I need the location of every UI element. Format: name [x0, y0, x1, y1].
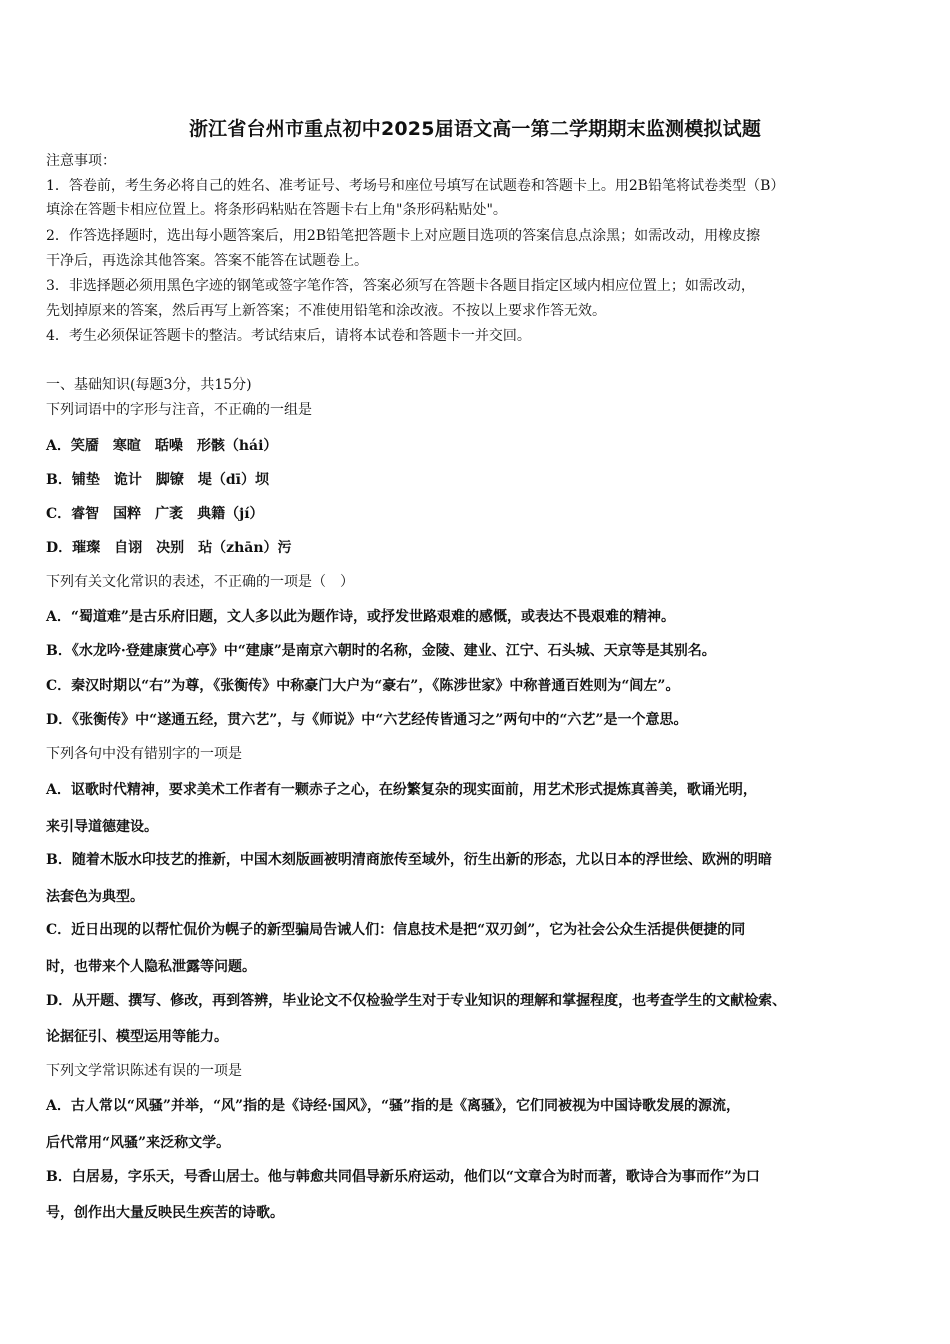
option-d: D．《张衡传》中“遂通五经，贯六艺”，与《师说》中“六艺经传皆通习之”两句中的“六艺”是一个意思。	[46, 712, 688, 728]
option-b: B．《水龙吟·登建康赏心亭》中“建康”是南京六朝时的名称，金陵、建业、江宁、石头城、天京等是其别名。	[46, 643, 716, 659]
option-a-continued: 来引导道德建设。	[46, 819, 158, 835]
option-c: C．睿智 国粹 广袤 典籍（jí）	[46, 506, 264, 522]
option-a-continued: 后代常用“风骚”来泛称文学。	[46, 1135, 231, 1151]
option-d: D．从开题、撰写、修改，再到答辨，毕业论文不仅检验学生对于专业知识的理解和掌握程度，也考查学生的文献检索、	[46, 993, 787, 1009]
option-a: A．笑靥 寒暄 聒噪 形骸（hái）	[46, 438, 278, 454]
question-stem: 下列文学常识陈述有误的一项是	[46, 1063, 242, 1079]
notice-line: 1．答卷前，考生务必将自己的姓名、准考证号、考场号和座位号填写在试题卷和答题卡上。用2B铅笔将试卷类型（B）	[46, 178, 785, 194]
option-c: C．近日出现的以帮忙侃价为幌子的新型骗局告诫人们：信息技术是把“双刃剑”，它为社会公众生活提供便捷的同	[46, 922, 746, 938]
notice-line: 4．考生必须保证答题卡的整洁。考试结束后，请将本试卷和答题卡一并交回。	[46, 328, 531, 344]
option-a: A．古人常以“风骚”并举，“风”指的是《诗经·国风》，“骚”指的是《离骚》，它们同被视为中国诗歌发展的源流，	[46, 1098, 741, 1114]
option-c-continued: 时，也带来个人隐私泄露等问题。	[46, 959, 256, 975]
option-b-continued: 号，创作出大量反映民生疾苦的诗歌。	[46, 1205, 284, 1221]
option-b-continued: 法套色为典型。	[46, 889, 144, 905]
notice-line: 先划掉原来的答案，然后再写上新答案；不准使用铅笔和涂改液。不按以上要求作答无效。	[46, 303, 606, 319]
section-heading: 一、基础知识(每题3分，共15分)	[46, 377, 252, 393]
option-b: B．铺垫 诡计 脚镣 堤（dī）坝	[46, 472, 269, 488]
question-stem: 下列各句中没有错别字的一项是	[46, 746, 242, 762]
option-d: D．璀璨 自诩 决别 玷（zhān）污	[46, 540, 292, 556]
option-a: A．讴歌时代精神，要求美术工作者有一颗赤子之心，在纷繁复杂的现实面前，用艺术形式提炼真善美，歌诵光明，	[46, 782, 757, 798]
notice-heading: 注意事项：	[46, 153, 116, 169]
option-b: B．白居易，字乐天，号香山居士。他与韩愈共同倡导新乐府运动，他们以“文章合为时而著，歌诗合为事而作”为口	[46, 1169, 760, 1185]
question-stem: 下列有关文化常识的表述，不正确的一项是（ ）	[46, 574, 354, 590]
notice-line: 3．非选择题必须用黑色字迹的钢笔或签字笔作答，答案必须写在答题卡各题目指定区域内相应位置上；如需改动，	[46, 278, 755, 294]
page-title: 浙江省台州市重点初中2025届语文高一第二学期期末监测模拟试题	[188, 118, 762, 140]
option-c: C．秦汉时期以“右”为尊，《张衡传》中称豪门大户为“豪右”，《陈涉世家》中称普通百姓则为“闾左”。	[46, 678, 680, 694]
notice-line: 填涂在答题卡相应位置上。将条形码粘贴在答题卡右上角"条形码粘贴处"。	[46, 202, 507, 218]
notice-line: 2．作答选择题时，选出每小题答案后，用2B铅笔把答题卡上对应题目选项的答案信息点涂黑；如需改动，用橡皮擦	[46, 228, 761, 244]
option-a: A．“蜀道难”是古乐府旧题，文人多以此为题作诗，或抒发世路艰难的感慨，或表达不畏艰难的精神。	[46, 609, 675, 625]
option-d-continued: 论据征引、模型运用等能力。	[46, 1029, 228, 1045]
option-b: B．随着木版水印技艺的推新，中国木刻版画被明清商旅传至域外，衍生出新的形态，尤以日本的浮世绘、欧洲的明暗	[46, 852, 772, 868]
notice-line: 干净后，再选涂其他答案。答案不能答在试题卷上。	[46, 253, 368, 269]
question-stem: 下列词语中的字形与注音，不正确的一组是	[46, 402, 312, 418]
